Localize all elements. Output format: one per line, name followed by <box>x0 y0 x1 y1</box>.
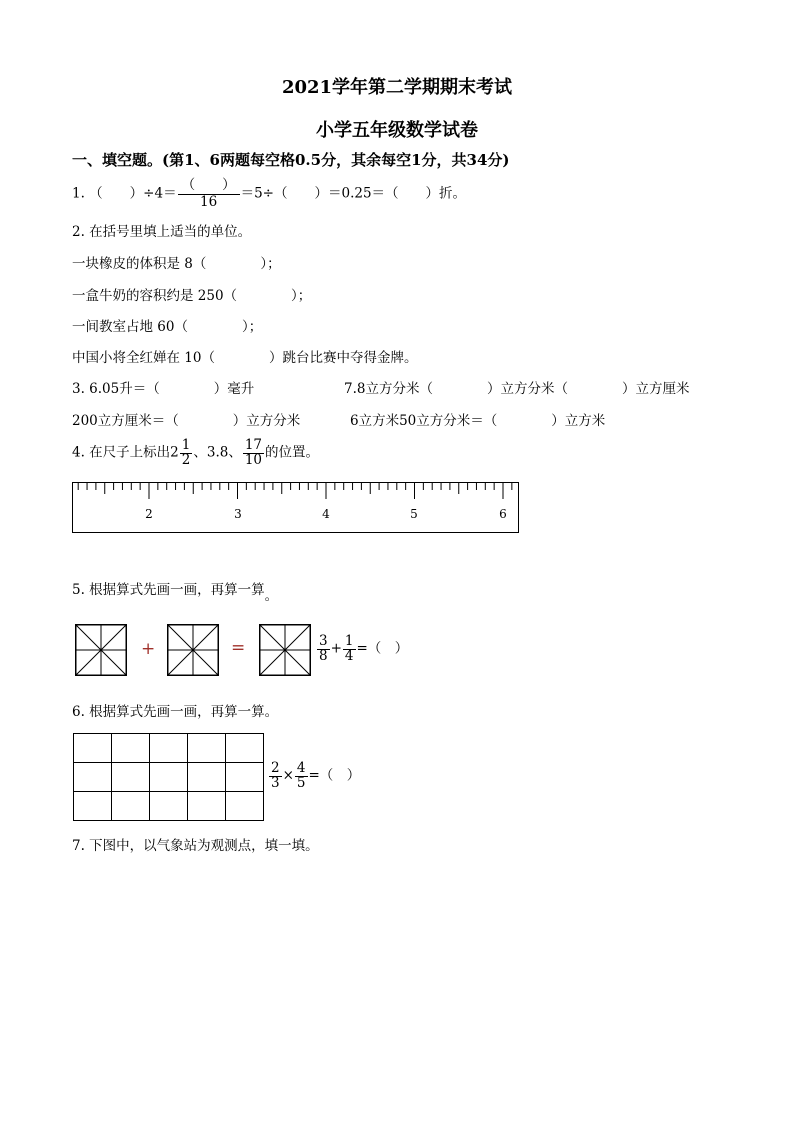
ruler-label: 4 <box>322 507 330 521</box>
ruler-label: 6 <box>499 507 507 521</box>
grid-cell[interactable] <box>112 763 150 792</box>
question-2-head: 2. 在括号里填上适当的单位。 <box>72 224 252 240</box>
q6-a-numerator: 2 <box>271 760 280 776</box>
q3-part-b: 7.8立方分米（ ）立方分米（ ）立方厘米 <box>344 381 690 397</box>
q4-f1-denominator: 2 <box>181 451 191 468</box>
q4-suffix: 的位置。 <box>265 444 320 461</box>
q5-b-denominator: 4 <box>344 647 354 664</box>
ruler-label: 2 <box>145 507 153 521</box>
q1-fraction <box>178 178 240 210</box>
page-subtitle: 小学五年级数学试卷 <box>316 120 478 141</box>
q5-expression <box>316 635 408 663</box>
q4-prefix: 4. 在尺子上标出 <box>72 444 171 461</box>
q3-part-d: 6立方米50立方分米＝（ ）立方米 <box>350 413 606 429</box>
grid-cell[interactable] <box>226 734 264 763</box>
equals-sign: = <box>231 638 246 658</box>
q4-fraction-2 <box>243 439 264 467</box>
grid-cell[interactable] <box>74 734 112 763</box>
q5-fraction-b <box>343 635 356 663</box>
ruler <box>72 482 520 534</box>
q4-f2-numerator: 17 <box>244 437 263 453</box>
q5-head-text: 5. 根据算式先画一画，再算一算 <box>72 582 265 598</box>
grid-cell[interactable] <box>150 792 188 821</box>
q5-operator: + <box>330 640 342 657</box>
q4-f1-numerator: 1 <box>181 437 191 453</box>
q1-suffix: ＝5÷（ ）＝0.25＝（ ）折。 <box>240 185 467 202</box>
q6-b-numerator: 4 <box>296 760 306 776</box>
grid-cell[interactable] <box>188 792 226 821</box>
q1-fraction-numerator: （ ） <box>178 178 240 195</box>
q3-part-a: 3. 6.05升＝（ ）毫升 <box>72 381 255 397</box>
plus-sign: + <box>141 639 156 659</box>
q6-expression <box>268 762 360 790</box>
question-7-head: 7. 下图中，以气象站为观测点，填一填。 <box>72 838 319 854</box>
page-title: 2021学年第二学期期末考试 <box>281 77 513 98</box>
q5-a-numerator: 3 <box>319 633 328 649</box>
fraction-square-3[interactable] <box>259 624 311 676</box>
grid-cell[interactable] <box>112 734 150 763</box>
q5-result: =（ ） <box>356 640 409 657</box>
q2-item: 中国小将全红婵在 10（ ）跳台比赛中夺得金牌。 <box>72 350 418 366</box>
q5-b-numerator: 1 <box>344 633 354 649</box>
question-4 <box>72 439 319 467</box>
ruler-label: 3 <box>234 507 242 521</box>
q6-b-denominator: 5 <box>296 774 306 791</box>
grid-cell[interactable] <box>112 792 150 821</box>
q6-a-denominator: 3 <box>271 774 280 791</box>
fraction-grid[interactable] <box>73 733 264 821</box>
q1-prefix: 1. （ ）÷4＝ <box>72 185 177 202</box>
grid-cell[interactable] <box>150 763 188 792</box>
q6-result: =（ ） <box>308 767 361 784</box>
q4-fraction-1 <box>180 439 193 467</box>
fraction-square-2[interactable] <box>167 624 219 676</box>
question-1 <box>72 178 466 210</box>
q5-period: 。 <box>264 588 279 604</box>
grid-cell[interactable] <box>188 734 226 763</box>
q6-fraction-a <box>269 762 282 790</box>
q6-operator: × <box>282 767 294 784</box>
q4-f2-denominator: 10 <box>244 451 263 468</box>
question-6-head: 6. 根据算式先画一画，再算一算。 <box>72 704 279 720</box>
ruler-frame <box>73 483 519 533</box>
q3-part-c: 200立方厘米＝（ ）立方分米 <box>72 413 301 429</box>
grid-cell[interactable] <box>74 763 112 792</box>
grid-cell[interactable] <box>188 763 226 792</box>
section-header-fill-blank: 一、填空题。(第1、6两题每空格0.5分，其余每空1分，共34分) <box>72 151 510 169</box>
grid-cell[interactable] <box>226 792 264 821</box>
q1-fraction-denominator: 16 <box>199 193 218 210</box>
q2-item: 一块橡皮的体积是 8（ ）； <box>72 256 281 272</box>
q5-fraction-a <box>317 635 330 663</box>
grid-cell[interactable] <box>226 763 264 792</box>
q6-fraction-b <box>295 762 308 790</box>
grid-cell[interactable] <box>74 792 112 821</box>
q4-mid: 、3.8、 <box>193 444 242 461</box>
q5-a-denominator: 8 <box>319 647 328 664</box>
q2-item: 一间教室占地 60（ ）； <box>72 319 263 335</box>
fraction-square-1[interactable] <box>75 624 127 676</box>
grid-cell[interactable] <box>150 734 188 763</box>
ruler-label: 5 <box>410 507 418 521</box>
question-5-head <box>72 581 279 604</box>
q2-item: 一盒牛奶的容积约是 250（ ）； <box>72 288 312 304</box>
q4-mixed-whole: 2 <box>170 444 179 461</box>
